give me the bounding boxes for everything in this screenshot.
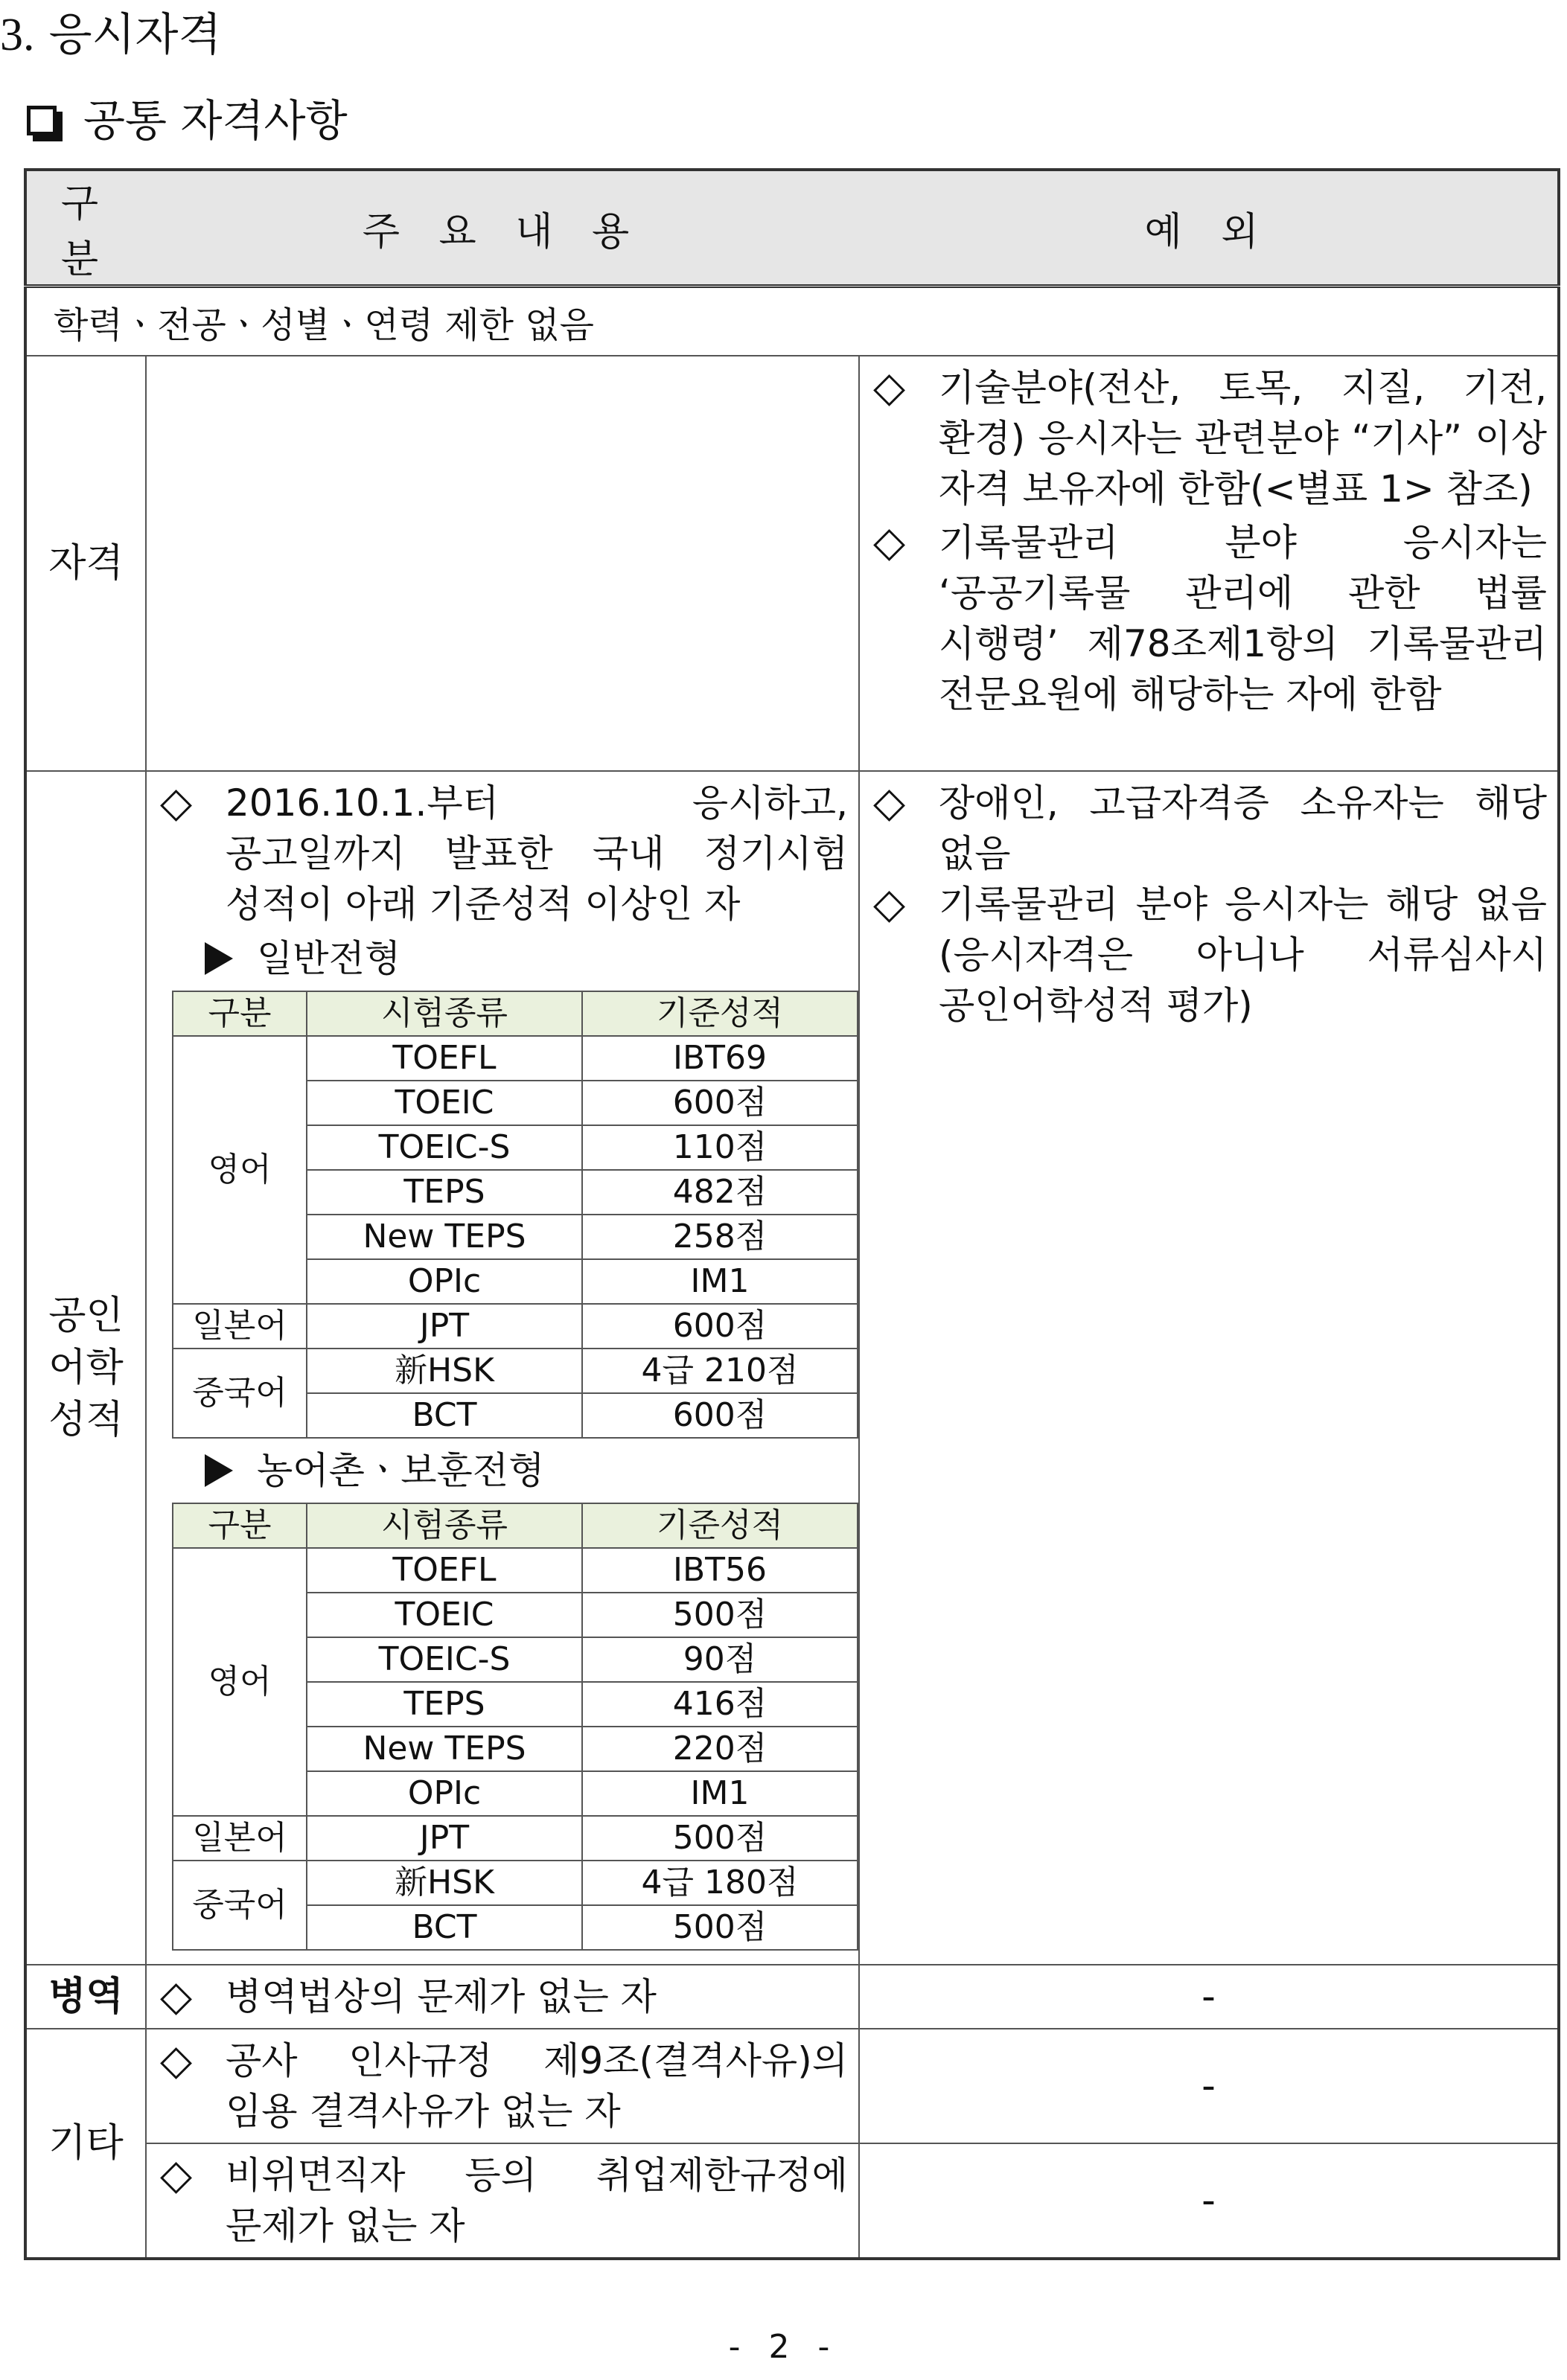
table-row: New TEPS 258점 xyxy=(173,1215,858,1259)
other-row-2 xyxy=(25,2143,1559,2259)
list-item: ◇ 기록물관리 분야 응시자는 ‘공공기록물 관리에 관한 법률 시행령’ 제78조제1항의 기록물관리 전문요원에 해당하는 자에 한함 xyxy=(870,517,1547,720)
table-header-row: 구분 시험종류 기준성적 xyxy=(173,1503,858,1548)
group-japanese: 일본어 xyxy=(173,1304,307,1349)
triangle-bullet-icon xyxy=(205,1454,233,1487)
group-japanese: 일본어 xyxy=(173,1816,307,1861)
diamond-bullet-icon: ◇ xyxy=(873,778,906,827)
group-chinese: 중국어 xyxy=(173,1861,307,1950)
page-number: - 2 - xyxy=(728,2328,839,2366)
group-english: 영어 xyxy=(173,1036,307,1304)
military-row xyxy=(25,1965,1559,2029)
table-row: TOEIC 600점 xyxy=(173,1081,858,1125)
subsection-heading xyxy=(27,83,348,158)
diamond-bullet-icon: ◇ xyxy=(160,778,193,827)
triangle-bullet-icon xyxy=(205,942,233,975)
header-category: 구 분 xyxy=(25,170,146,287)
checkbox-square-icon xyxy=(27,106,57,135)
rural-score-table xyxy=(172,1503,858,1951)
diamond-bullet-icon: ◇ xyxy=(873,880,906,928)
other-exception-2: - xyxy=(859,2143,1559,2259)
table-row: TOEIC-S 90점 xyxy=(173,1637,858,1682)
table-row: TOEIC 500점 xyxy=(173,1593,858,1637)
qualification-row xyxy=(25,356,1559,771)
header-exceptions: 예 외 xyxy=(859,170,1559,287)
group-chinese: 중국어 xyxy=(173,1349,307,1438)
other-main-1 xyxy=(146,2029,859,2143)
general-conditions: 학력ㆍ전공ㆍ성별ㆍ연령 제한 없음 xyxy=(25,287,1559,356)
table-row: 영어 TOEFL IBT69 xyxy=(173,1036,858,1081)
military-exception: - xyxy=(859,1965,1559,2029)
table-row: 중국어 新HSK 4급 210점 xyxy=(173,1349,858,1393)
header-main-content: 주 요 내 용 xyxy=(146,170,859,287)
table-row: 일본어 JPT 600점 xyxy=(173,1304,858,1349)
section-heading xyxy=(0,1,221,68)
list-item: ◇ 2016.10.1.부터 응시하고, 공고일까지 발표한 국내 정기시험 성적이 아래 기준성적 이상인 자 xyxy=(157,778,848,930)
table-row: TEPS 482점 xyxy=(173,1170,858,1215)
table-row: TEPS 416점 xyxy=(173,1682,858,1727)
table-header-row xyxy=(25,170,1559,287)
language-main xyxy=(146,771,859,1965)
list-item: ◇ 비위면직자 등의 취업제한규정에 문제가 없는 자 xyxy=(157,2150,848,2251)
qualification-table xyxy=(24,168,1560,2260)
other-row-1 xyxy=(25,2029,1559,2143)
diamond-bullet-icon: ◇ xyxy=(160,1972,193,2021)
table-row: BCT 600점 xyxy=(173,1393,858,1438)
section-number: 3. xyxy=(0,10,35,60)
subsection-title: 공통 자격사항 xyxy=(83,95,348,146)
table-row: 일본어 JPT 500점 xyxy=(173,1816,858,1861)
other-main-2 xyxy=(146,2143,859,2259)
military-main xyxy=(146,1965,859,2029)
qualification-label: 자격 xyxy=(25,356,146,771)
table-row: BCT 500점 xyxy=(173,1905,858,1950)
rural-track-heading: 농어촌ㆍ보훈전형 xyxy=(157,1446,848,1495)
table-row: 영어 TOEFL IBT56 xyxy=(173,1548,858,1593)
general-row xyxy=(25,287,1559,356)
qualification-exceptions xyxy=(859,356,1559,771)
other-exception-1: - xyxy=(859,2029,1559,2143)
table-row: TOEIC-S 110점 xyxy=(173,1125,858,1170)
diamond-bullet-icon: ◇ xyxy=(873,363,906,412)
table-row: New TEPS 220점 xyxy=(173,1727,858,1771)
general-score-table xyxy=(172,991,858,1439)
other-label: 기타 xyxy=(25,2029,146,2259)
list-item: ◇ 기록물관리 분야 응시자는 해당 없음(응시자격은 아니나 서류심사시 공인어학성적 평가) xyxy=(870,879,1547,1031)
diamond-bullet-icon: ◇ xyxy=(873,518,906,566)
diamond-bullet-icon: ◇ xyxy=(160,2036,193,2085)
table-row: 중국어 新HSK 4급 180점 xyxy=(173,1861,858,1905)
table-header-row: 구분 시험종류 기준성적 xyxy=(173,991,858,1036)
list-item: ◇ 장애인, 고급자격증 소유자는 해당 없음 xyxy=(870,778,1547,879)
diamond-bullet-icon: ◇ xyxy=(160,2151,193,2199)
language-label: 공인 어학 성적 xyxy=(25,771,146,1965)
language-row xyxy=(25,771,1559,1965)
language-exceptions xyxy=(859,771,1559,1965)
group-english: 영어 xyxy=(173,1548,307,1816)
military-label: 병역 xyxy=(25,1965,146,2029)
list-item: ◇ 공사 인사규정 제9조(결격사유)의 임용 결격사유가 없는 자 xyxy=(157,2035,848,2137)
section-title: 응시자격 xyxy=(48,9,222,61)
list-item: ◇ 기술분야(전산, 토목, 지질, 기전, 환경) 응시자는 관련분야 “기사” 이상 자격 보유자에 한함(<별표 1> 참조) xyxy=(870,362,1547,514)
general-track-heading: 일반전형 xyxy=(157,934,848,983)
table-row: OPIc IM1 xyxy=(173,1259,858,1304)
qualification-main-empty xyxy=(146,356,859,771)
list-item: ◇ 병역법상의 문제가 없는 자 xyxy=(157,1971,848,2022)
table-row: OPIc IM1 xyxy=(173,1771,858,1816)
